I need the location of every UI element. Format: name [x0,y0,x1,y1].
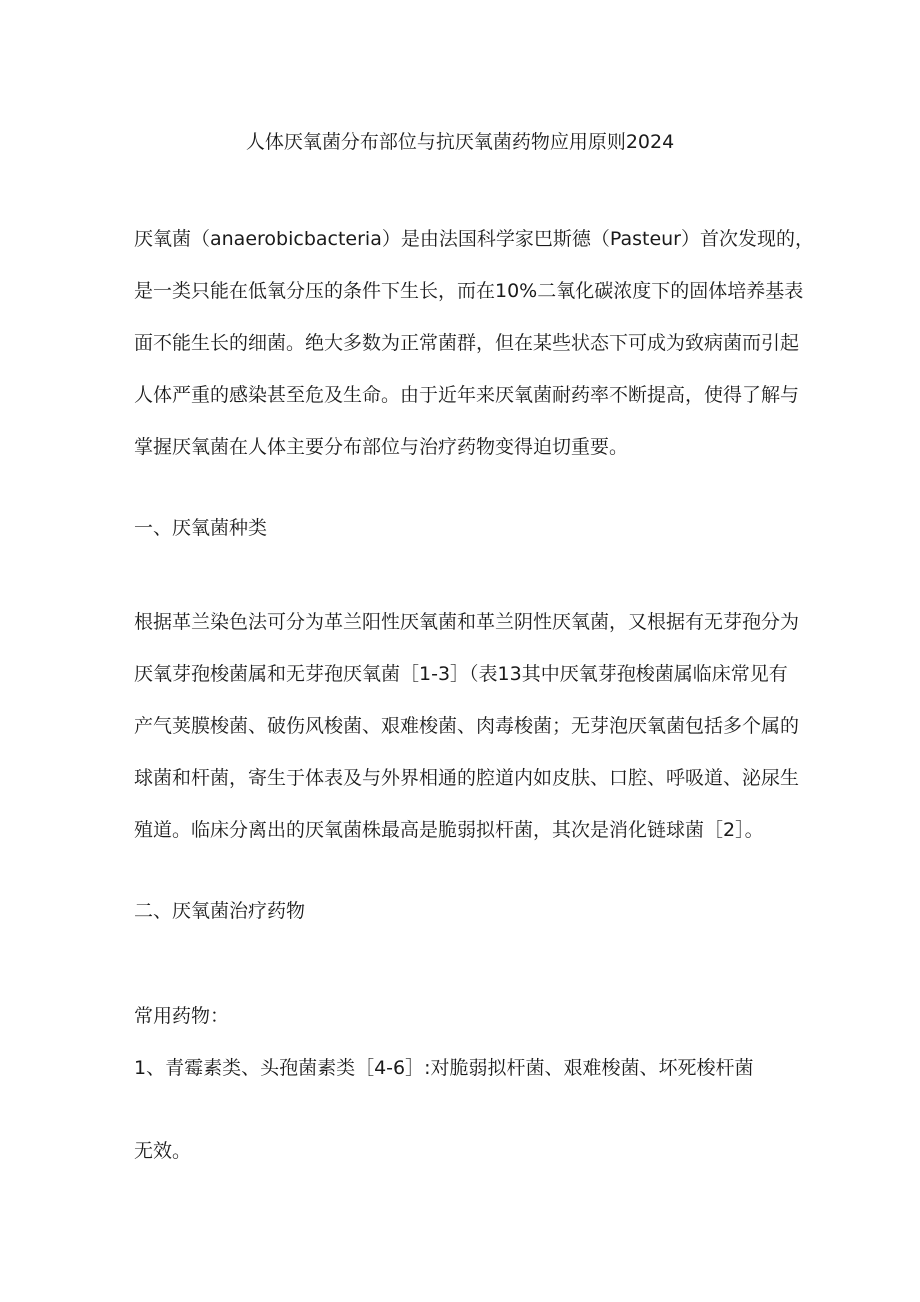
paragraph-line: 球菌和杆菌，寄生于体表及与外界相通的腔道内如皮肤、口腔、呼吸道、泌尿生 [134,767,800,789]
paragraph-line: 产气荚膜梭菌、破伤风梭菌、艰难梭菌、肉毒梭菌；无芽泡厌氧菌包括多个属的 [134,715,800,737]
paragraph-line: 面不能生长的细菌。绝大多数为正常菌群，但在某些状态下可成为致病菌而引起 [134,332,800,354]
paragraph-line: 人体严重的感染甚至危及生命。由于近年来厌氧菌耐药率不断提高，使得了解与 [134,384,800,406]
section-heading-2: 二、厌氧菌治疗药物 [134,900,306,922]
common-drugs-label: 常用药物： [134,1005,230,1027]
document-title: 人体厌氧菌分布部位与抗厌氧菌药物应用原则2024 [245,131,675,153]
paragraph-line: 殖道。临床分离出的厌氧菌株最高是脆弱拟杆菌，其次是消化链球菌［2］。 [134,819,764,841]
drug-item-1-continuation: 无效。 [134,1140,192,1162]
section1-paragraph [134,608,800,868]
paragraph-line: 掌握厌氧菌在人体主要分布部位与治疗药物变得迫切重要。 [134,436,629,458]
paragraph-line: 是一类只能在低氧分压的条件下生长，而在10%二氧化碳浓度下的固体培养基表 [134,280,804,302]
section-heading-1: 一、厌氧菌种类 [134,517,268,539]
drug-item-1: 1、青霉素类、头孢菌素类［4-6］:对脆弱拟杆菌、艰难梭菌、坏死梭杆菌 [134,1057,754,1079]
paragraph-line: 根据革兰染色法可分为革兰阳性厌氧菌和革兰阴性厌氧菌，又根据有无芽孢分为 [134,611,800,633]
paragraph-line: 厌氧菌（anaerobicbacteria）是由法国科学家巴斯德（Pasteur）首次发现的， [134,228,814,250]
intro-paragraph [134,225,814,485]
paragraph-line: 厌氧芽孢梭菌属和无芽孢厌氧菌［1-3］（表13其中厌氧芽孢梭菌属临床常见有 [134,663,788,685]
